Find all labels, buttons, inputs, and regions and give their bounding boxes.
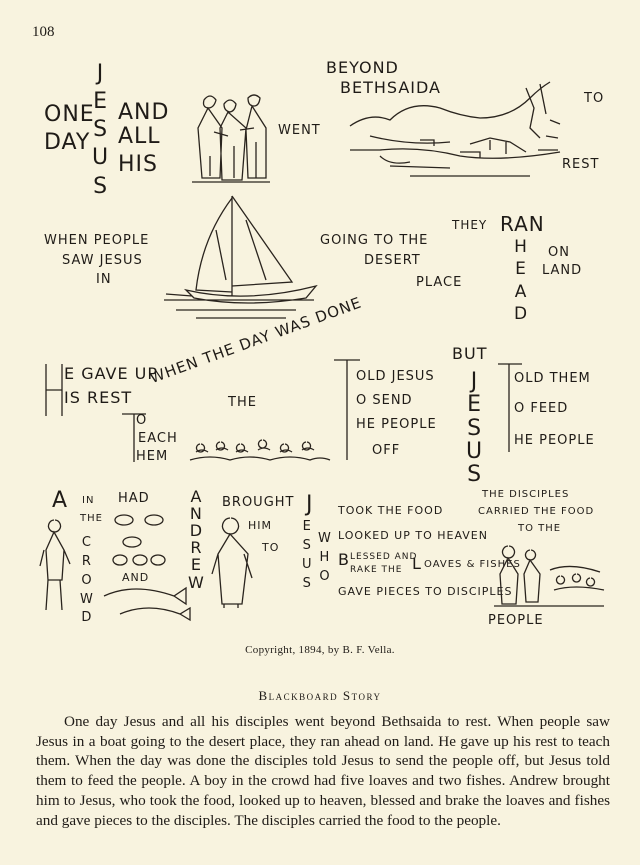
vertical-ahead <box>514 236 528 326</box>
page-number: 108 <box>32 24 55 40</box>
word-off: OFF <box>372 443 401 458</box>
letter-b-blessed: B <box>338 550 350 569</box>
word-bethsaida: BETHSAIDA <box>340 78 441 97</box>
word-and-fish: AND <box>122 571 150 584</box>
letter: D <box>514 304 529 325</box>
word-to: TO <box>584 91 605 106</box>
letter: N <box>189 504 203 524</box>
letter: W <box>80 591 94 607</box>
disciples-illustration <box>184 86 274 192</box>
letter: D <box>189 521 204 541</box>
crowd-illustration <box>186 430 336 470</box>
word-in-crowd: IN <box>82 495 95 506</box>
phrase-brake-the: RAKE THE <box>350 565 403 575</box>
phrase-told-jesus: OLD JESUS <box>356 369 435 384</box>
word-rest: REST <box>562 157 600 172</box>
phrase-the-disciples: THE DISCIPLES <box>482 489 570 500</box>
vertical-jesus-2 <box>466 370 483 487</box>
word-ran: RAN <box>500 212 545 236</box>
letter: O <box>81 572 93 588</box>
word-one: ONE <box>44 102 95 127</box>
word-land: LAND <box>542 263 583 278</box>
letter: R <box>81 553 92 569</box>
letter: E <box>302 519 312 534</box>
word-the: THE <box>228 395 257 410</box>
vertical-jesus-1 <box>92 60 109 201</box>
phrase-took-the-food: TOOK THE FOOD <box>338 504 444 517</box>
word-to-teach: O <box>136 413 148 428</box>
word-had: HAD <box>118 491 150 506</box>
phrase-told-them: OLD THEM <box>514 371 591 386</box>
word-beyond: BEYOND <box>326 58 399 77</box>
letter: U <box>92 145 110 171</box>
fishes-illustration <box>100 584 190 624</box>
word-in: IN <box>96 272 112 287</box>
letter: J <box>470 369 479 394</box>
word-teach: EACH <box>138 431 178 446</box>
letter: S <box>302 575 312 591</box>
word-brought: BROUGHT <box>222 495 295 510</box>
phrase-his-rest: IS REST <box>64 388 133 407</box>
phrase-looked-up: LOOKED UP TO HEAVEN <box>338 529 488 542</box>
word-on: ON <box>548 245 570 260</box>
word-to-jesus: TO <box>262 541 280 554</box>
word-but: BUT <box>452 344 488 363</box>
vertical-andrew <box>188 488 205 591</box>
letter: J <box>96 61 105 86</box>
letter: S <box>93 117 109 143</box>
word-the-crowd: THE <box>80 513 103 524</box>
phrase-loaves-fishes: OAVES & FISHES <box>424 559 521 570</box>
word-people: PEOPLE <box>488 613 544 628</box>
word-all: ALL <box>118 124 161 149</box>
word-went: WENT <box>278 123 321 138</box>
phrase-when-the-day-was-done: WHEN THE DAY WAS DONE <box>147 293 365 388</box>
word-place: PLACE <box>416 275 463 290</box>
letter: S <box>467 415 483 441</box>
phrase-going-to-the: GOING TO THE <box>320 233 429 248</box>
word-them: HEM <box>136 449 169 464</box>
phrase-to-the: TO THE <box>518 523 562 534</box>
letter: W <box>318 531 332 546</box>
phrase-to-feed: O FEED <box>514 401 569 416</box>
loaves-illustration <box>112 512 172 570</box>
letter-a: A <box>52 488 69 513</box>
letter: E <box>93 89 108 115</box>
letter: E <box>467 392 482 418</box>
letter: S <box>93 173 109 199</box>
word-his: HIS <box>118 152 158 177</box>
word-they: THEY <box>452 218 488 232</box>
letter: S <box>302 537 312 553</box>
word-him: HIM <box>248 519 273 532</box>
phrase-he-gave-up: E GAVE UP <box>64 364 159 383</box>
letter: H <box>514 237 528 257</box>
letter: U <box>302 556 313 572</box>
letter: C <box>81 535 92 550</box>
phrase-blessed-and: LESSED AND <box>350 552 418 562</box>
phrase-saw-jesus: SAW JESUS <box>62 253 143 268</box>
letter: O <box>319 568 331 584</box>
story-title: Blackboard Story <box>258 688 382 703</box>
letter: E <box>515 259 527 280</box>
letter: E <box>190 555 202 575</box>
vertical-who <box>318 530 332 587</box>
copyright-line: Copyright, 1894, by B. F. Vella. <box>245 644 395 656</box>
letter: H <box>319 549 331 565</box>
andrew-illustration <box>210 510 260 610</box>
phrase-gave-pieces: GAVE PIECES TO DISCIPLES <box>338 585 513 598</box>
bethsaida-landscape-illustration <box>350 80 570 190</box>
disciples-feeding-illustration <box>490 540 610 610</box>
word-day: DAY <box>44 130 91 155</box>
phrase-when-people: WHEN PEOPLE <box>44 233 150 248</box>
letter: A <box>514 281 528 302</box>
letter-l-loaves: L <box>412 554 422 573</box>
phrase-carried-the-food: CARRIED THE FOOD <box>478 506 595 517</box>
vertical-crowd <box>80 534 94 628</box>
letter: A <box>190 487 203 506</box>
letter: D <box>81 610 93 626</box>
letter-j: J <box>306 492 314 517</box>
story-paragraph: One day Jesus and all his disciples went beyond Bethsaida to rest. When people saw Jesus in a boat going to the desert place, they ran ahead on land. He gave up his rest to teach them. When the day was done the disciples told Jesus to send the people off, but Jesus told them to feed the people. A boy in the crowd had five loaves and two fishes. Andrew brought him to Jesus, who took the food, looked up to heaven, blessed and brake the loaves and fishes and gave pieces to the disciples. The disciples carried the food to the people. <box>36 713 610 829</box>
phrase-the-people-2: HE PEOPLE <box>514 433 595 448</box>
word-and: AND <box>118 100 170 125</box>
phrase-to-send: O SEND <box>356 393 413 408</box>
word-desert: DESERT <box>364 253 421 268</box>
letter: R <box>190 538 203 558</box>
boy-illustration <box>38 516 78 616</box>
letter: S <box>467 462 483 488</box>
vertical-esus <box>302 518 313 593</box>
letter: U <box>466 438 484 464</box>
phrase-the-people: HE PEOPLE <box>356 417 437 432</box>
letter: W <box>188 572 205 592</box>
